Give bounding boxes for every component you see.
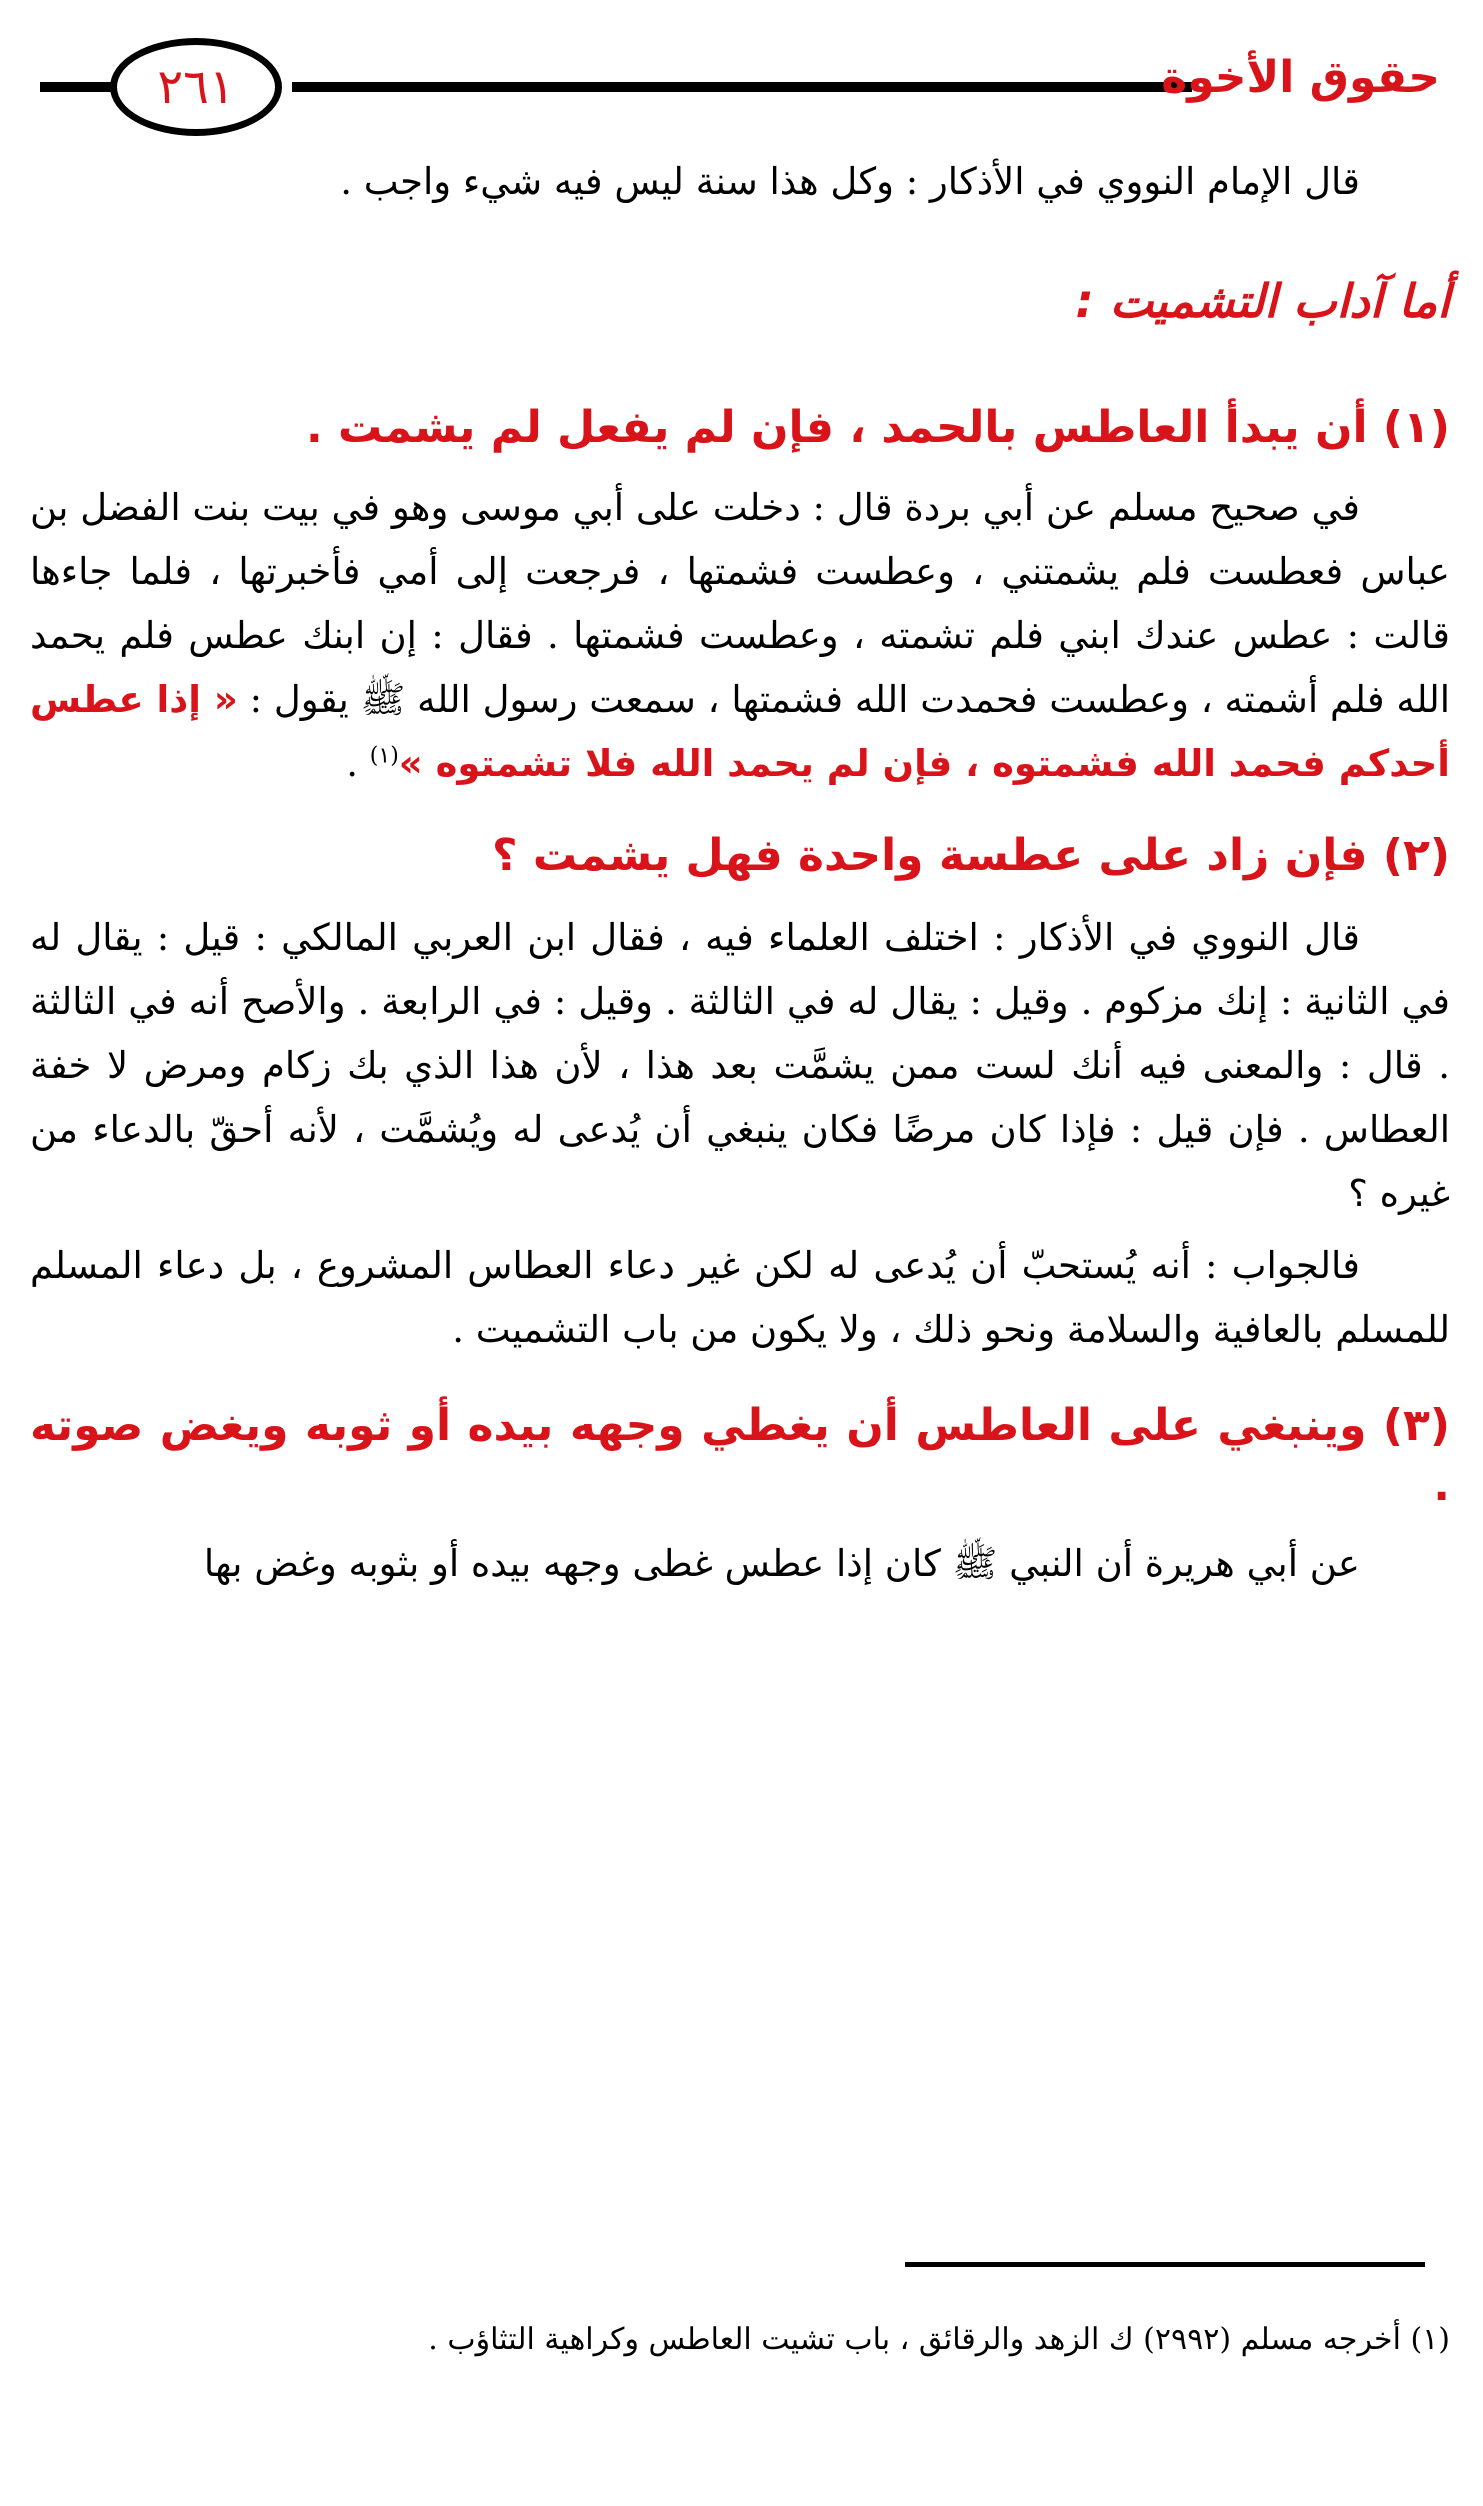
- running-title: حقوق الأخوة: [1161, 52, 1440, 103]
- footnote-area: [30, 2318, 1450, 2362]
- page-content: [30, 150, 1450, 1596]
- footnote-1: (١) أخرجه مسلم (٢٩٩٢) ك الزهد والرقائق ، باب تشيت العاطس وكراهية التثاؤب .: [428, 2322, 1450, 2357]
- point-2-paragraph-2: فالجواب : أنه يُستحبّ أن يُدعى له لكن غير دعاء العطاس المشروع ، بل دعاء المسلم للمسلم بالعافية والسلامة ونحو ذلك ، ولا يكون من باب التشميت .: [30, 1244, 1450, 1351]
- footnote-rule: [905, 2262, 1425, 2267]
- section-heading: أما آداب التشميت :: [1075, 274, 1450, 328]
- header-rule-left: [40, 82, 118, 92]
- point-1-paragraph: [30, 476, 1450, 796]
- page-number: ٢٦١: [110, 38, 282, 136]
- intro-paragraph: قال الإمام النووي في الأذكار : وكل هذا سنة ليس فيه شيء واجب .: [340, 160, 1360, 203]
- point-1-heading: (١) أن يبدأ العاطس بالحمد ، فإن لم يفعل لم يشمت .: [305, 402, 1450, 453]
- point-2-heading: (٢) فإن زاد على عطسة واحدة فهل يشمت ؟: [492, 830, 1450, 881]
- hadith-quote: « إذا عطس أحدكم فحمد الله فشمتوه ، فإن لم يحمد الله فلا تشمتوه »: [30, 678, 1450, 785]
- footnote-ref-1[interactable]: (١): [369, 743, 399, 769]
- point-1-end: .: [346, 742, 359, 785]
- point-3-paragraph: عن أبي هريرة أن النبي ﷺ كان إذا عطس غطى وجهه بيده أو بثوبه وغض بها: [203, 1542, 1360, 1585]
- point-1-text: في صحيح مسلم عن أبي بردة قال : دخلت على أبي موسى وهو في بيت بنت الفضل بن عباس فعطست فلم يشمتني ، وعطست فشمتها ، فرجعت إلى أمي فأخبرتها ، فلما جاءها قالت : عطس عندك ابني فلم تشمته ، وعطست فشمتها . فقال : إن ابنك عطس فلم يحمد الله فلم أشمته ، وعطست فحمدت الله فشمتها ، سمعت رسول الله ﷺ يقول :: [30, 486, 1450, 721]
- point-2-paragraph-1: قال النووي في الأذكار : اختلف العلماء فيه ، فقال ابن العربي المالكي : قيل : يقال له في الثانية : إنك مزكوم . وقيل : يقال له في الثالثة . وقيل : في الرابعة . والأصح أنه في الثالثة . قال : والمعنى فيه أنك لست ممن يشمَّت بعد هذا ، لأن هذا الذي بك زكام ومرض لا خفة العطاس . فإن قيل : فإذا كان مرضًا فكان ينبغي أن يُدعى له ويُشمَّت ، لأنه أحقّ بالدعاء من غيره ؟: [30, 916, 1450, 1215]
- point-3-heading: (٣) وينبغي على العاطس أن يغطي وجهه بيده أو ثوبه ويغض صوته .: [30, 1400, 1450, 1511]
- header-rule-right: [292, 82, 1192, 92]
- page-header: [30, 30, 1450, 140]
